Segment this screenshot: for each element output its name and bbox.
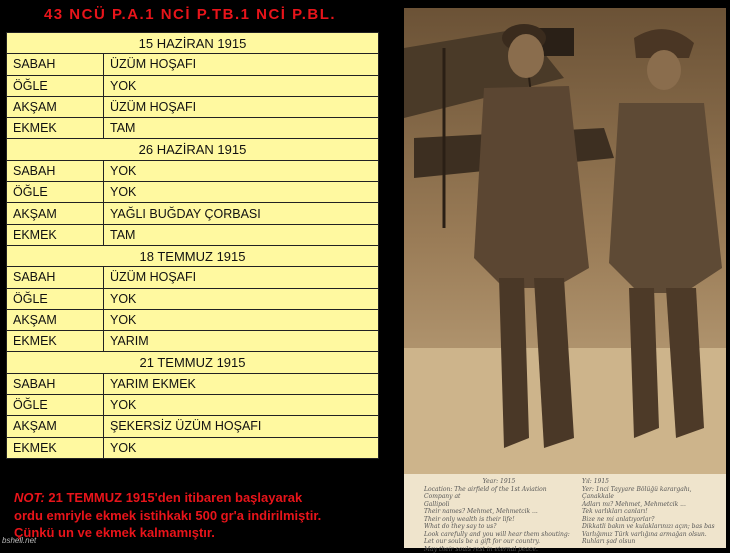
section-header-row — [7, 33, 379, 54]
caption-en-title: Year: 1915 — [424, 478, 574, 486]
meal-value: ÜZÜM HOŞAFI — [104, 96, 379, 117]
note-line3: Çünkü un ve ekmek kalmamıştır. — [14, 525, 215, 540]
caption-line: Adları mı? Mehmet, Mehmetcik ... — [582, 501, 724, 509]
meal-label: AKŞAM — [7, 96, 104, 117]
meal-label: EKMEK — [7, 331, 104, 352]
caption-line: Location: The airfield of the 1st Aviation Company at — [424, 486, 574, 501]
caption-line: Dikkatli bakın ve kulaklarınızı açın; bas bas — [582, 523, 724, 531]
caption-line: May their souls rest in eternal peace. — [424, 546, 574, 553]
section-date: 26 HAZİRAN 1915 — [7, 139, 379, 160]
note-prefix: NOT: — [14, 490, 45, 505]
meal-value: ÜZÜM HOŞAFI — [104, 267, 379, 288]
meal-value: YAĞLI BUĞDAY ÇORBASI — [104, 203, 379, 224]
table-row — [7, 160, 379, 181]
meal-label: ÖĞLE — [7, 182, 104, 203]
table-row — [7, 437, 379, 458]
meal-value: TAM — [104, 118, 379, 139]
table-row — [7, 75, 379, 96]
table-row — [7, 331, 379, 352]
caption-line: Their names? Mehmet, Mehmetcik ... — [424, 508, 574, 516]
soldiers-photo-illustration — [404, 8, 726, 474]
meal-value: TAM — [104, 224, 379, 245]
meal-label: AKŞAM — [7, 309, 104, 330]
table-row — [7, 395, 379, 416]
caption-tr-title: Yıl: 1915 — [582, 478, 724, 486]
table-row — [7, 267, 379, 288]
meal-value: ÜZÜM HOŞAFI — [104, 54, 379, 75]
photo-caption — [404, 474, 726, 548]
note-text — [14, 489, 384, 542]
section-date: 21 TEMMUZ 1915 — [7, 352, 379, 373]
meal-label: EKMEK — [7, 118, 104, 139]
table-row — [7, 203, 379, 224]
page-title: 43 NCÜ P.A.1 NCİ P.TB.1 NCİ P.BL. — [0, 6, 380, 23]
meal-label: ÖĞLE — [7, 395, 104, 416]
caption-line: What do they say to us? — [424, 523, 574, 531]
meal-value: YARIM EKMEK — [104, 373, 379, 394]
meal-label: EKMEK — [7, 437, 104, 458]
caption-line: Yer: 1nci Tayyare Bölüğü karargahı, Çanakkale — [582, 486, 724, 501]
meal-label: SABAH — [7, 160, 104, 181]
caption-english — [424, 478, 574, 553]
table-row — [7, 373, 379, 394]
ration-table — [6, 32, 379, 459]
caption-line: Ruhları şad olsun — [582, 538, 724, 546]
section-header-row — [7, 352, 379, 373]
table-row — [7, 309, 379, 330]
meal-value: YOK — [104, 437, 379, 458]
caption-line: Bize ne mi anlatıyorlar? — [582, 516, 724, 524]
meal-label: AKŞAM — [7, 203, 104, 224]
meal-value: YOK — [104, 182, 379, 203]
meal-value: YOK — [104, 395, 379, 416]
table-row — [7, 182, 379, 203]
caption-line: Let our souls be a gift for our country. — [424, 538, 574, 546]
meal-label: SABAH — [7, 267, 104, 288]
section-header-row — [7, 245, 379, 266]
table-row — [7, 96, 379, 117]
caption-turkish — [582, 478, 724, 546]
section-date: 15 HAZİRAN 1915 — [7, 33, 379, 54]
table-row — [7, 288, 379, 309]
meal-value: YOK — [104, 309, 379, 330]
historical-photo — [404, 8, 726, 548]
caption-line: Gallipoli — [424, 501, 574, 509]
meal-value: ŞEKERSİZ ÜZÜM HOŞAFI — [104, 416, 379, 437]
meal-value: YOK — [104, 160, 379, 181]
meal-label: ÖĞLE — [7, 75, 104, 96]
meal-value: YARIM — [104, 331, 379, 352]
table-row — [7, 416, 379, 437]
note-line2: ordu emriyle ekmek istihkakı 500 gr'a indirilmiştir. — [14, 508, 321, 523]
section-header-row — [7, 139, 379, 160]
note-line1: 21 TEMMUZ 1915'den itibaren başlayarak — [45, 490, 302, 505]
caption-line: Varlığımız Türk varlığına armağan olsun. — [582, 531, 724, 539]
meal-label: SABAH — [7, 373, 104, 394]
meal-label: EKMEK — [7, 224, 104, 245]
meal-value: YOK — [104, 288, 379, 309]
caption-line: Look carefully and you will hear them shouting: — [424, 531, 574, 539]
table-row — [7, 224, 379, 245]
meal-value: YOK — [104, 75, 379, 96]
meal-label: ÖĞLE — [7, 288, 104, 309]
meal-label: AKŞAM — [7, 416, 104, 437]
table-row — [7, 54, 379, 75]
table-row — [7, 118, 379, 139]
meal-label: SABAH — [7, 54, 104, 75]
caption-line: Tek varlıkları canları! — [582, 508, 724, 516]
section-date: 18 TEMMUZ 1915 — [7, 245, 379, 266]
caption-line: Their only wealth is their life! — [424, 516, 574, 524]
watermark: bshell.net — [2, 536, 36, 545]
